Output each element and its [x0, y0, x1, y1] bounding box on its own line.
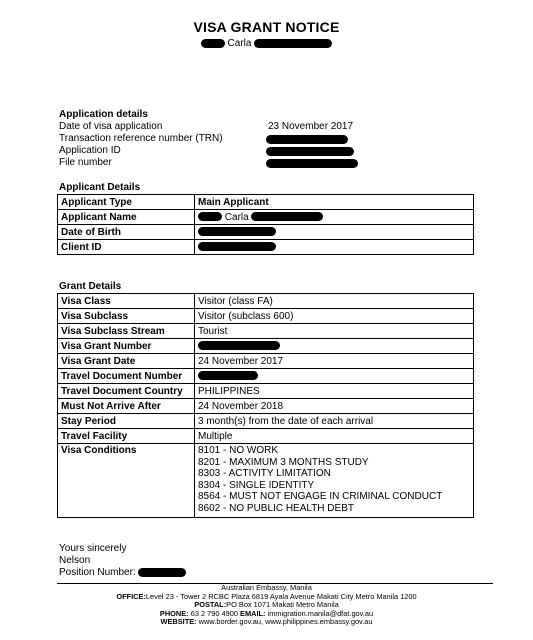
footer-embassy: Australian Embassy, Manila: [221, 583, 312, 592]
travel-facility-value: Multiple: [195, 429, 474, 444]
table-row: [58, 354, 474, 369]
table-row: [58, 210, 474, 225]
footer-email-label: EMAIL:: [240, 608, 266, 618]
must-not-arrive-after-value: 24 November 2018: [195, 399, 474, 414]
closing-salutation: Yours sincerely: [59, 543, 127, 554]
visa-condition: 8602 - NO PUBLIC HEALTH DEBT: [198, 502, 354, 514]
footer-postal: PO Box 1071 Makati Metro Manila: [226, 600, 339, 610]
footer-website-label: WEBSITE:: [160, 617, 197, 627]
visa-condition: 8303 - ACTIVITY LIMITATION: [198, 468, 331, 480]
travel-document-number-cell: [195, 369, 474, 384]
redacted-surname-prefix: [201, 39, 225, 48]
table-row: [58, 294, 474, 309]
redacted-travel-document-number: [198, 371, 258, 380]
visa-subclass-label: Visa Subclass: [58, 309, 195, 324]
visa-condition: 8101 - NO WORK: [198, 445, 279, 456]
table-row: [58, 444, 474, 518]
visa-condition: 8564 - MUST NOT ENGAGE IN CRIMINAL CONDUCT: [198, 491, 443, 503]
client-id-cell: [195, 240, 474, 255]
applicant-type-value: Main Applicant: [195, 195, 474, 210]
table-row: [58, 414, 474, 429]
travel-document-country-label: Travel Document Country: [58, 384, 195, 399]
stay-period-label: Stay Period: [58, 414, 195, 429]
footer-website-line: [0, 618, 533, 627]
table-row: [58, 399, 474, 414]
table-row: [58, 195, 474, 210]
visa-stream-label: Visa Subclass Stream: [58, 324, 195, 339]
application-date-value: 23 November 2017: [268, 121, 354, 132]
travel-document-country-value: PHILIPPINES: [195, 384, 474, 399]
redacted-grant-number: [198, 341, 280, 350]
visa-conditions-cell: [195, 444, 474, 518]
visa-class-value: Visitor (class FA): [195, 294, 474, 309]
visa-subclass-value: Visitor (subclass 600): [195, 309, 474, 324]
must-not-arrive-after-label: Must Not Arrive After: [58, 399, 195, 414]
footer-office-label: OFFICE:: [116, 591, 146, 601]
visa-conditions-label: Visa Conditions: [58, 444, 195, 518]
holder-name-line: [0, 38, 533, 49]
applicant-name-cell: [195, 210, 474, 225]
redacted-date-of-birth: [198, 227, 276, 236]
application-details-heading: Application details: [59, 109, 148, 120]
redacted-position-number: [138, 568, 186, 577]
redacted-surname: [254, 39, 332, 48]
grant-details-heading: Grant Details: [59, 281, 122, 292]
holder-name: Carla: [227, 38, 252, 49]
position-number-label: Position Number:: [59, 567, 136, 578]
table-row: [58, 309, 474, 324]
table-row: [58, 324, 474, 339]
visa-condition: 8201 - MAXIMUM 3 MONTHS STUDY: [198, 456, 369, 468]
applicant-type-label: Applicant Type: [58, 195, 195, 210]
table-row: [58, 429, 474, 444]
visa-grant-date-label: Visa Grant Date: [58, 354, 195, 369]
footer-email: immigration.manila@dfat.gov.au: [267, 608, 374, 618]
redacted-name-suffix: [251, 212, 323, 221]
date-of-birth-cell: [195, 225, 474, 240]
footer-postal-label: POSTAL:: [194, 600, 227, 610]
signatory-name: Nelson: [59, 555, 91, 566]
visa-grant-number-label: Visa Grant Number: [58, 339, 195, 354]
footer-phone: 63 2 790 4900: [190, 608, 238, 618]
redacted-name-prefix: [198, 212, 222, 221]
redacted-client-id: [198, 242, 276, 251]
application-date-label: Date of visa application: [59, 121, 163, 132]
table-row: [58, 225, 474, 240]
footer: [0, 584, 533, 627]
footer-phone-label: PHONE:: [159, 608, 189, 618]
travel-document-number-label: Travel Document Number: [58, 369, 195, 384]
stay-period-value: 3 month(s) from the date of each arrival: [195, 414, 474, 429]
footer-office: Level 23 - Tower 2 RCBC Plaza 6819 Ayala Avenue Makati City Metro Manila 1200: [145, 591, 417, 601]
redacted-application-id: [266, 147, 354, 156]
applicant-details-heading: Applicant Details: [59, 182, 141, 193]
date-of-birth-label: Date of Birth: [58, 225, 195, 240]
applicant-name-label: Applicant Name: [58, 210, 195, 225]
visa-condition: 8304 - SINGLE IDENTITY: [198, 479, 315, 491]
application-id-label: Application ID: [59, 145, 121, 156]
file-number-label: File number: [59, 157, 112, 168]
visa-class-label: Visa Class: [58, 294, 195, 309]
redacted-file-number: [266, 159, 358, 168]
applicant-name-value: Carla: [224, 211, 249, 223]
page-title: VISA GRANT NOTICE: [193, 19, 340, 35]
footer-website: www.border.gov.au, www.philippines.embassy.gov.au: [198, 617, 373, 627]
table-row: [58, 240, 474, 255]
client-id-label: Client ID: [58, 240, 195, 255]
table-row: [58, 339, 474, 354]
position-number-line: [59, 567, 186, 579]
visa-stream-value: Tourist: [195, 324, 474, 339]
grant-details-table: [57, 293, 474, 518]
visa-grant-date-value: 24 November 2017: [195, 354, 474, 369]
redacted-trn: [266, 135, 348, 144]
trn-label: Transaction reference number (TRN): [59, 133, 223, 144]
applicant-details-table: [57, 194, 474, 255]
visa-grant-number-cell: [195, 339, 474, 354]
travel-facility-label: Travel Facility: [58, 429, 195, 444]
table-row: [58, 369, 474, 384]
table-row: [58, 384, 474, 399]
